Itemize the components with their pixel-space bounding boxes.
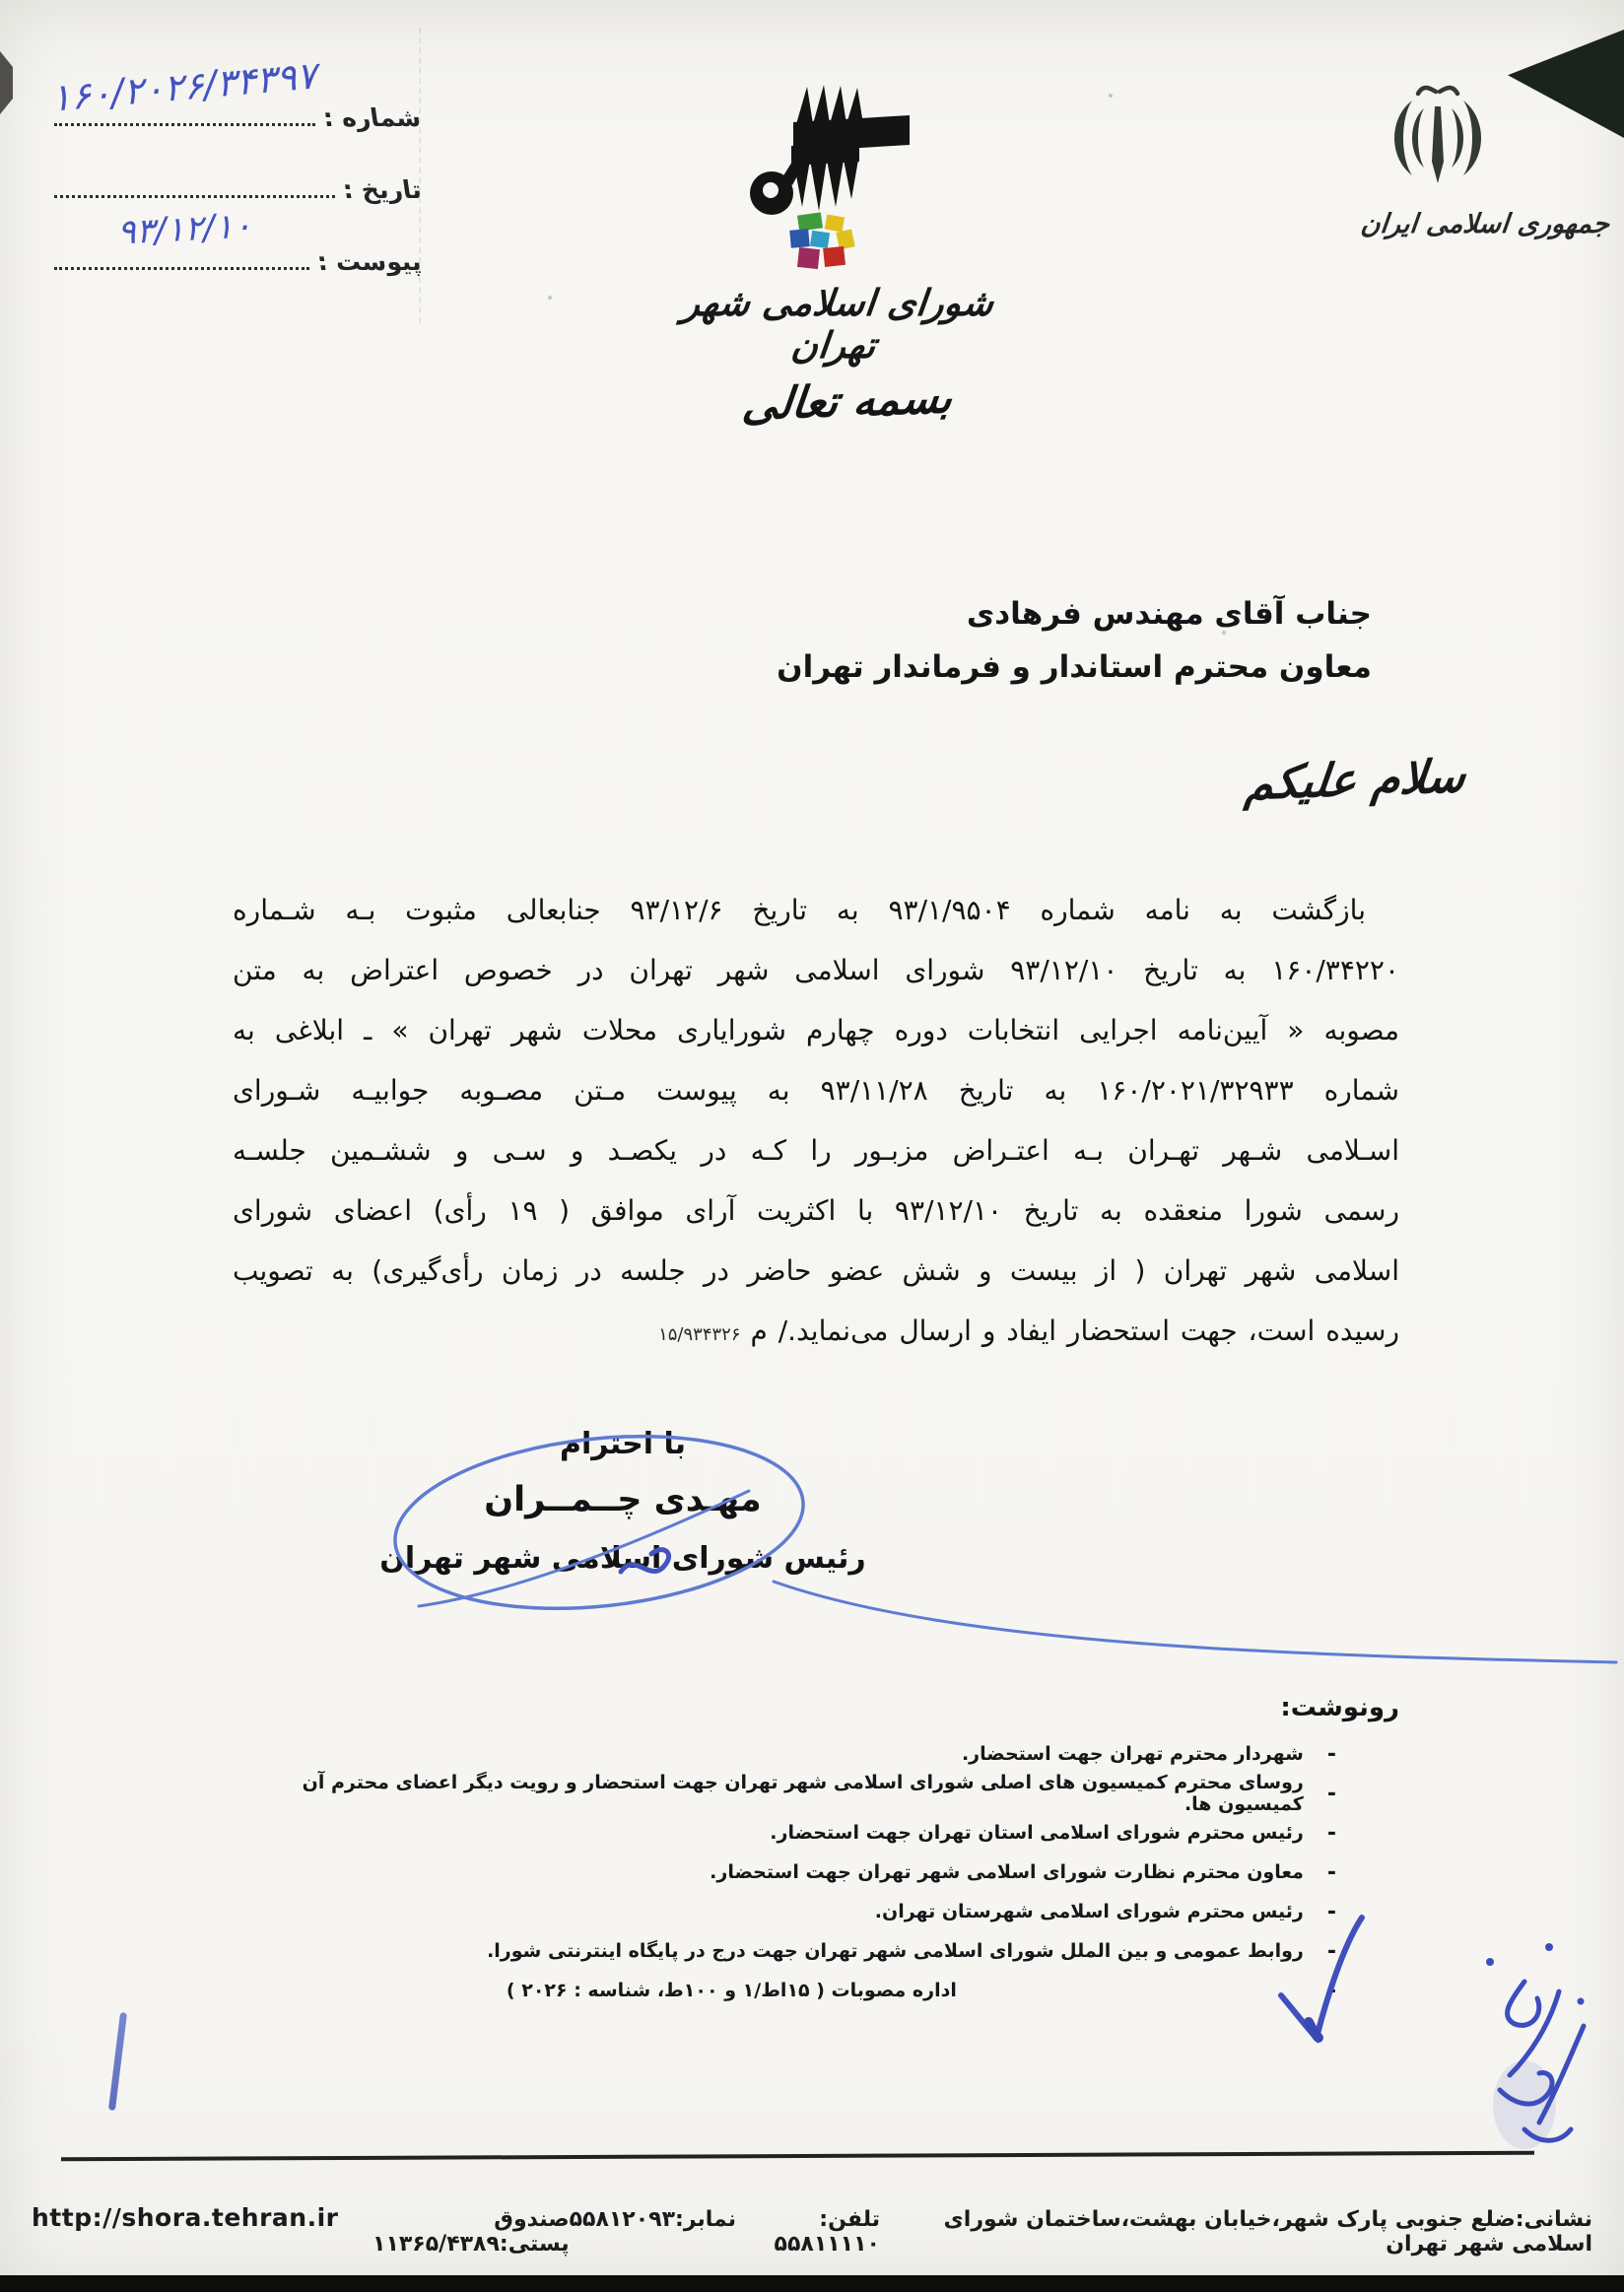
- cc-item-text: اداره مصوبات ( ۱۵اط/۱ و ۱۰۰ط، شناسه : ۲۰۲۶ ): [506, 1980, 957, 2001]
- scanner-bed-strip: [0, 2275, 1624, 2292]
- recipient-title: معاون محترم استاندار و فرماندار تهران: [777, 649, 1372, 685]
- body-line-text: رسیده است، جهت استحضار ایفاد و ارسال می‌نماید./ م: [750, 1315, 1399, 1347]
- cc-item: [233, 1774, 1399, 1813]
- cc-dash: -: [1326, 1899, 1336, 1924]
- body-line: رسمی شورا منعقده به تاریخ ۹۳/۱۲/۱۰ با اکثریت آرای موافق ( ۱۹ رأی) اعضای شورای: [233, 1194, 1399, 1227]
- cc-dash: -: [1326, 1859, 1336, 1885]
- signer-title: رئیس شورای اسلامی شهر تهران: [379, 1541, 866, 1576]
- letter-body: [233, 880, 1399, 1361]
- field-row-number: [48, 53, 424, 132]
- signature-respect: با احترام: [559, 1427, 687, 1461]
- country-name: جمهوری اسلامی ایران: [1359, 209, 1611, 239]
- body-line: مصوبه « آیین‌نامه اجرایی انتخابات دوره چهارم شورایاری محلات شهر تهران » ـ ابلاغی به: [233, 1014, 1399, 1046]
- letterhead-fields: [48, 53, 424, 303]
- body-line: بازگشت به نامه شماره ۹۳/۱/۹۵۰۴ به تاریخ ۹۳/۱۲/۶ جنابعالی مثبوت بـه شـماره: [233, 894, 1366, 926]
- scan-edge-artifact: [0, 51, 13, 114]
- signature-block: [347, 1425, 899, 1579]
- org-name-calligraphy: شورای اسلامی شهر تهران: [680, 282, 996, 367]
- cc-item-text: روابط عمومی و بین الملل شورای اسلامی شهر تهران جهت درج در پایگاه اینترنتی شورا.: [487, 1940, 1304, 1962]
- dotted-line: [54, 194, 335, 198]
- footer-url: http://shora.tehran.ir: [32, 2203, 339, 2232]
- signer-name: مهـدی چــمــران: [484, 1480, 762, 1519]
- date-label: تاریخ :: [340, 175, 424, 204]
- logo-color-squares: [789, 212, 854, 269]
- body-line: [233, 1301, 1399, 1361]
- recipient-name: جناب آقای مهندس فرهادی: [966, 596, 1372, 632]
- bismillah: بسمه تعالی: [739, 372, 956, 431]
- field-row-date: [54, 159, 424, 253]
- cc-dash: -: [1326, 1938, 1336, 1964]
- cc-dash: -: [1326, 1820, 1336, 1846]
- cc-list: [233, 1734, 1399, 2010]
- attachment-label: پیوست :: [314, 247, 424, 276]
- cc-item: [233, 1813, 1399, 1853]
- cc-item-text: روسای محترم کمیسیون های اصلی شورای اسلامی شهر تهران جهت استحضار و رویت دیگر اعضای محترم آن کمیسیون ها.: [302, 1772, 1304, 1815]
- handwritten-date: ۹۳/۱۲/۱۰: [116, 206, 253, 253]
- recipient-block: [777, 587, 1372, 694]
- cc-item: [233, 1971, 1399, 2010]
- footer-pobox: صندوق پستی:۱۱۳۶۵/۴۳۸۹: [372, 2207, 570, 2257]
- cc-item-text: شهردار محترم تهران جهت استحضار.: [961, 1743, 1304, 1765]
- footer-phone: تلفن: ۵۵۸۱۱۱۱۰: [774, 2207, 880, 2257]
- salutation: سلام علیکم: [1243, 748, 1468, 811]
- dotted-line: [54, 266, 309, 270]
- footer: [32, 2203, 1592, 2257]
- dotted-line: [54, 122, 315, 126]
- number-label: شماره :: [321, 103, 424, 132]
- body-line: اسـلامی شـهر تهـران بـه اعتـراض مزبـور را کـه در یکصـد و سـی و ششـمین جلسـه: [233, 1134, 1399, 1167]
- footer-fax: نمابر:۵۵۸۱۲۰۹۳: [569, 2207, 737, 2232]
- iran-emblem-icon: [1378, 79, 1498, 197]
- scan-corner-artifact: [1508, 30, 1624, 138]
- scan-speck: [1109, 94, 1113, 98]
- cc-dash: -: [1326, 1741, 1336, 1767]
- internal-ref-number: ۱۵/۹۳۴۳۲۶: [658, 1324, 741, 1345]
- cc-item-text: رئیس محترم شورای اسلامی استان تهران جهت استحضار.: [770, 1822, 1304, 1844]
- cc-item: [233, 1734, 1399, 1774]
- council-logo-icon: [747, 83, 916, 280]
- cc-heading: رونوشت:: [1280, 1693, 1399, 1722]
- cc-item: [233, 1853, 1399, 1892]
- scan-speck: [548, 296, 552, 300]
- cc-item-text: معاون محترم نظارت شورای اسلامی شهر تهران جهت استحضار.: [710, 1861, 1304, 1883]
- cc-item-text: رئیس محترم شورای اسلامی شهرستان تهران.: [874, 1901, 1304, 1922]
- pen-checkmark: [1271, 1912, 1374, 2048]
- body-line: اسلامی شهر تهران ( از بیست و شش عضو حاضر در جلسه در زمان رأی‌گیری) به تصویب: [233, 1254, 1399, 1287]
- pen-smudge: [108, 2012, 127, 2111]
- footer-rule: [61, 2151, 1534, 2162]
- handwritten-number: ۱۶۰/۲۰۲۶/۳۴۳۹۷: [48, 53, 318, 120]
- field-row-attachment: [54, 231, 424, 276]
- body-line: شماره ۱۶۰/۲۰۲۱/۳۲۹۳۳ به تاریخ ۹۳/۱۱/۲۸ به پیوست مـتن مصـوبه جوابیـه شـورای: [233, 1074, 1399, 1107]
- cc-dash: -: [1326, 1781, 1336, 1806]
- cc-item: [233, 1892, 1399, 1931]
- footer-address: نشانی:ضلع جنوبی پارک شهر،خیابان بهشت،ساختمان شورای اسلامی شهر تهران: [943, 2207, 1592, 2257]
- body-line: ۱۶۰/۳۴۲۲۰ به تاریخ ۹۳/۱۲/۱۰ شورای اسلامی شهر تهران در خصوص اعتراض به متن: [233, 954, 1399, 986]
- cc-item: [233, 1931, 1399, 1971]
- cc-dash: -: [1326, 1978, 1336, 2003]
